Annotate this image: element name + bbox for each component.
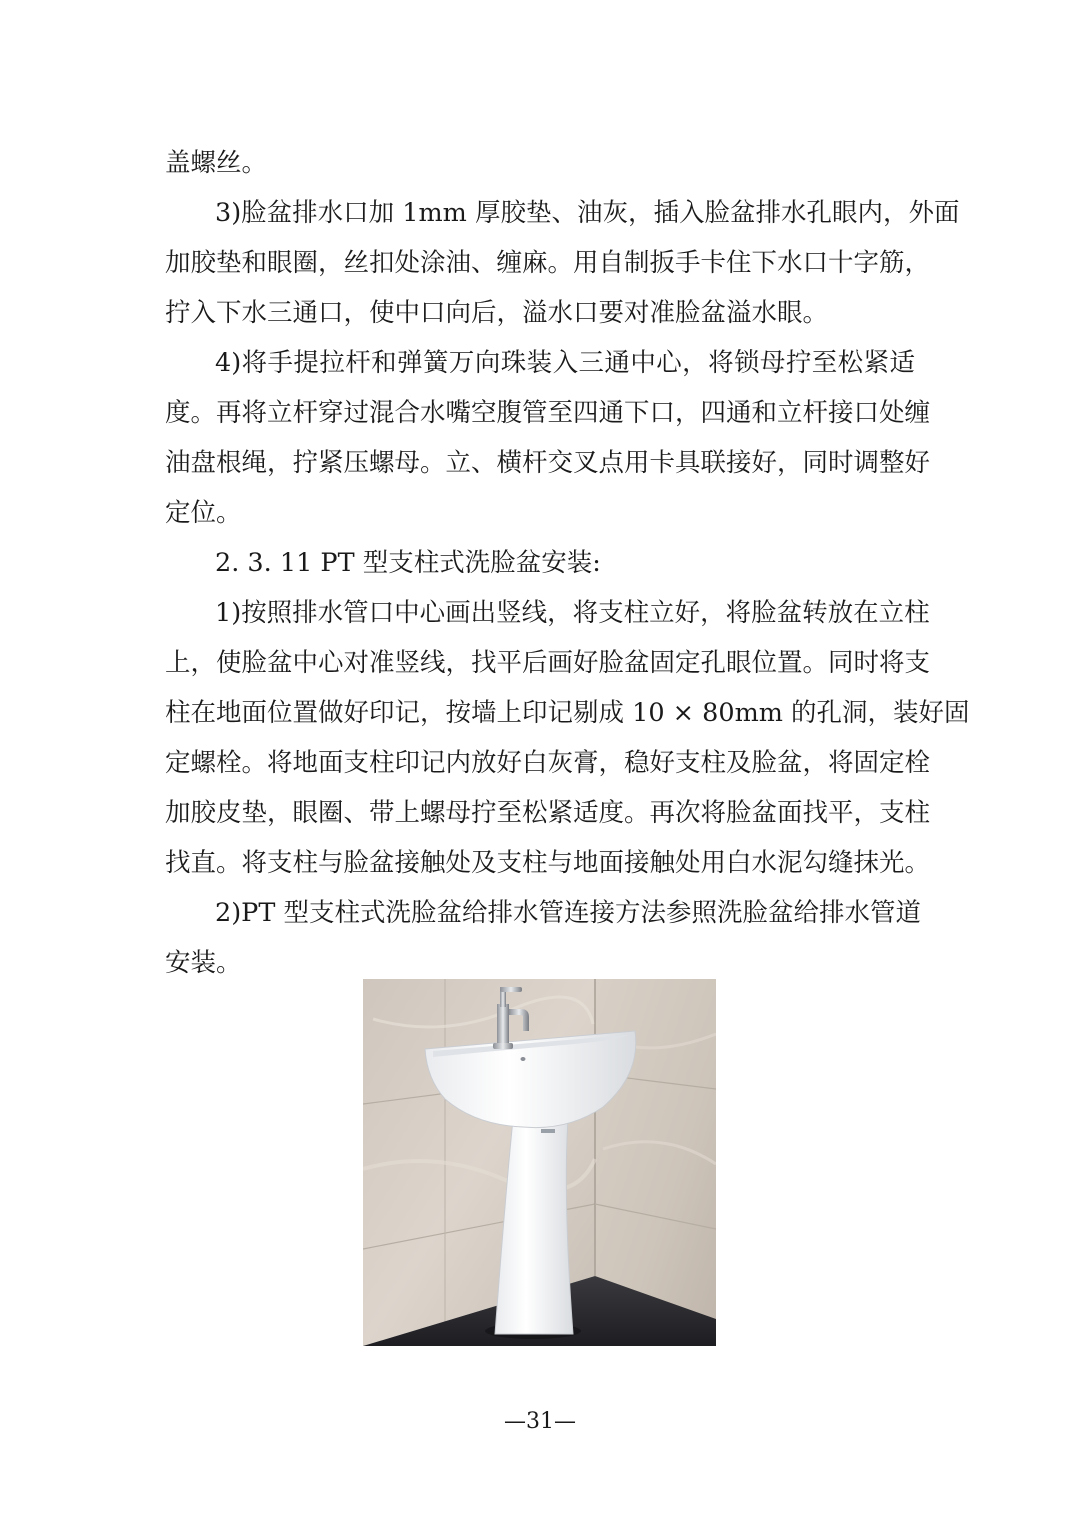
section-heading: 2. 3. 11 PT 型支柱式洗脸盆安装:	[215, 548, 601, 578]
text-line-7: 油盘根绳，拧紧压螺母。立、横杆交叉点用卡具联接好，同时调整好	[165, 448, 931, 478]
text-line-16: 2)PT 型支柱式洗脸盆给排水管连接方法参照洗脸盆给排水管道	[215, 898, 921, 928]
text-line-1: 盖螺丝。	[165, 148, 268, 178]
text-line-6: 度。再将立杆穿过混合水嘴空腹管至四通下口，四通和立杆接口处缠	[165, 398, 931, 428]
page-number: —31—	[504, 1409, 576, 1434]
text-line-11: 上，使脸盆中心对准竖线，找平后画好脸盆固定孔眼位置。同时将支	[165, 648, 931, 678]
text-line-13: 定螺栓。将地面支柱印记内放好白灰膏，稳好支柱及脸盆，将固定栓	[165, 748, 931, 778]
text-line-15: 找直。将支柱与脸盆接触处及支柱与地面接触处用白水泥勾缝抹光。	[165, 848, 931, 878]
text-line-4: 拧入下水三通口，使中口向后，溢水口要对准脸盆溢水眼。	[165, 298, 829, 328]
text-line-3: 加胶垫和眼圈，丝扣处涂油、缠麻。用自制扳手卡住下水口十字筋，	[165, 248, 931, 278]
text-line-12: 柱在地面位置做好印记，按墙上印记剔成 10 × 80mm 的孔洞，装好固	[165, 698, 970, 728]
text-line-17: 安装。	[165, 948, 242, 978]
pedestal-basin-photo	[363, 979, 716, 1346]
text-line-2: 3)脸盆排水口加 1mm 厚胶垫、油灰，插入脸盆排水孔眼内，外面	[215, 198, 960, 228]
text-line-14: 加胶皮垫，眼圈、带上螺母拧至松紧适度。再次将脸盆面找平，支柱	[165, 798, 931, 828]
text-line-5: 4)将手提拉杆和弹簧万向珠装入三通中心，将锁母拧至松紧适	[215, 348, 915, 378]
text-line-8: 定位。	[165, 498, 242, 528]
text-line-10: 1)按照排水管口中心画出竖线，将支柱立好，将脸盆转放在立柱	[215, 598, 930, 628]
